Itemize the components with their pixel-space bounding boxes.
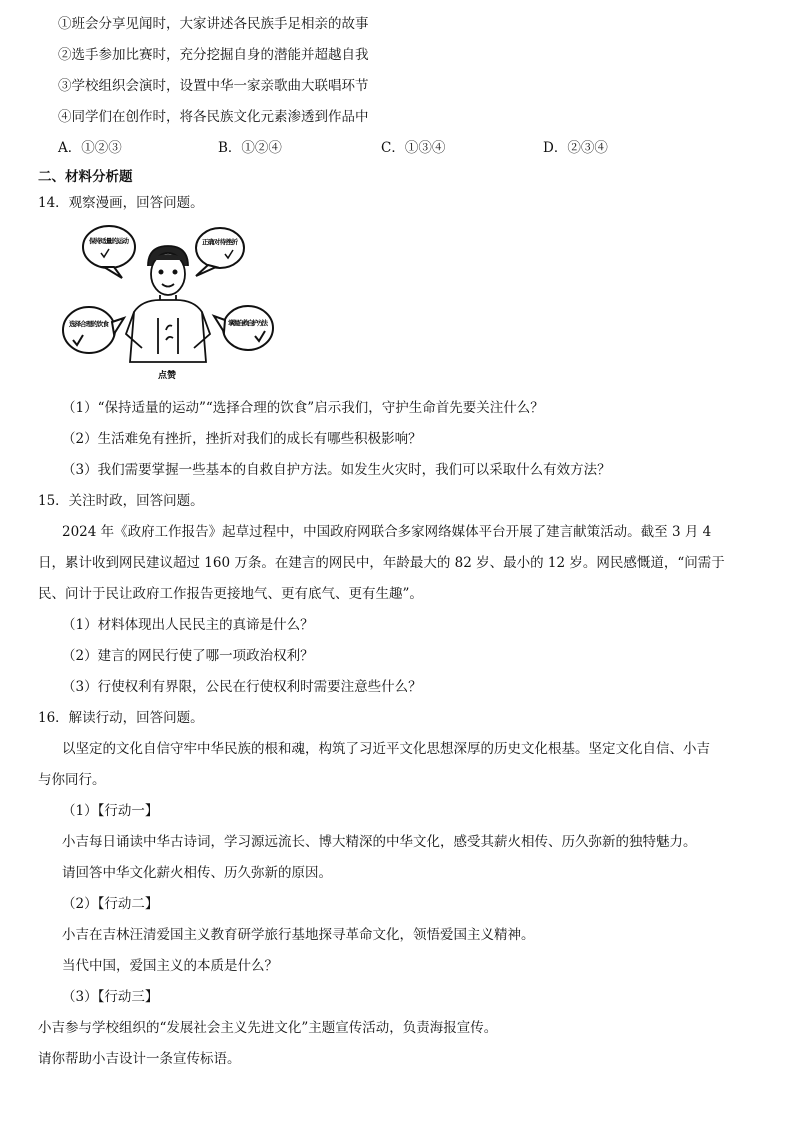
bubble-frustration-text: 正确对待挫折 [202, 238, 238, 246]
q15-prompt: 15．关注时政，回答问题。 [38, 493, 204, 509]
q16-action1-label: （1）【行动一】 [62, 803, 159, 819]
q14-question-3: （3）我们需要掌握一些基本的自救自护方法。如发生火灾时，我们可以采取什么有效方法？ [62, 462, 611, 478]
cartoon-caption: 点赞 [157, 371, 177, 381]
q13-option-c: C．①③④ [381, 140, 446, 156]
q13-statement-2: ②选手参加比赛时，充分挖掘自身的潜能并超越自我 [58, 47, 369, 63]
q16-prompt: 16．解读行动，回答问题。 [38, 710, 204, 726]
q15-question-1: （1）材料体现出人民民主的真谛是什么？ [62, 617, 314, 633]
bubble-self-rescue [214, 306, 273, 350]
q16-action1-question: 请回答中华文化薪火相传、历久弥新的原因。 [62, 865, 332, 881]
bubble-self-rescue-text: 掌握自救自护方法 [228, 319, 268, 327]
q13-option-a: A．①②③ [58, 140, 122, 156]
bubble-diet-text: 选择合理的饮食 [69, 320, 109, 328]
bubble-frustration [196, 228, 244, 276]
cartoon-person [126, 246, 210, 362]
q14-question-2: （2）生活难免有挫折，挫折对我们的成长有哪些积极影响？ [62, 431, 422, 447]
q15-material-line-1: 2024 年《政府工作报告》起草过程中，中国政府网联合多家网络媒体平台开展了建言献策活动。截至 3 月 4 [62, 524, 712, 540]
q16-action3-question: 请你帮助小吉设计一条宣传标语。 [38, 1051, 241, 1067]
q14-prompt: 14．观察漫画，回答问题。 [38, 195, 204, 211]
bubble-exercise-text: 保持适量的运动 [89, 237, 129, 245]
q16-intro-line-1: 以坚定的文化自信守牢中华民族的根和魂，构筑了习近平文化思想深厚的历史文化根基。坚定文化自信、小吉 [62, 741, 710, 757]
q16-action2-text: 小吉在吉林汪清爱国主义教育研学旅行基地探寻革命文化，领悟爱国主义精神。 [62, 927, 535, 943]
q15-material-line-3: 民、问计于民让政府工作报告更接地气、更有底气、更有生趣”。 [38, 586, 423, 602]
q16-action1-text: 小吉每日诵读中华古诗词，学习源远流长、博大精深的中华文化，感受其薪火相传、历久弥新的独特魅力。 [62, 834, 697, 850]
q15-question-3: （3）行使权利有界限，公民在行使权利时需要注意些什么？ [62, 679, 422, 695]
bubble-exercise [83, 226, 135, 278]
bubble-diet [63, 307, 124, 353]
section-heading: 二、材料分析题 [38, 169, 133, 185]
q16-action3-label: （3）【行动三】 [62, 989, 159, 1005]
q13-option-d: D．②③④ [543, 140, 608, 156]
q13-statement-3: ③学校组织会演时，设置中华一家亲歌曲大联唱环节 [58, 78, 369, 94]
q14-question-1: （1）“保持适量的运动”“选择合理的饮食”启示我们，守护生命首先要关注什么？ [62, 400, 544, 416]
q16-action2-question: 当代中国，爱国主义的本质是什么？ [62, 958, 278, 974]
q15-material-line-2: 日，累计收到网民建议超过 160 万条。在建言的网民中，年龄最大的 82 岁、最小的 12 岁。网民感慨道，“问需于 [38, 555, 725, 571]
q13-statement-1: ①班会分享见闻时，大家讲述各民族手足相亲的故事 [58, 16, 369, 32]
q13-option-b: B．①②④ [218, 140, 282, 156]
q16-action2-label: （2）【行动二】 [62, 896, 159, 912]
q16-intro-line-2: 与你同行。 [38, 772, 106, 788]
q15-question-2: （2）建言的网民行使了哪一项政治权利？ [62, 648, 314, 664]
q14-cartoon [62, 222, 277, 384]
q16-action3-text: 小吉参与学校组织的“发展社会主义先进文化”主题宣传活动，负责海报宣传。 [38, 1020, 498, 1036]
q13-statement-4: ④同学们在创作时，将各民族文化元素渗透到作品中 [58, 109, 369, 125]
